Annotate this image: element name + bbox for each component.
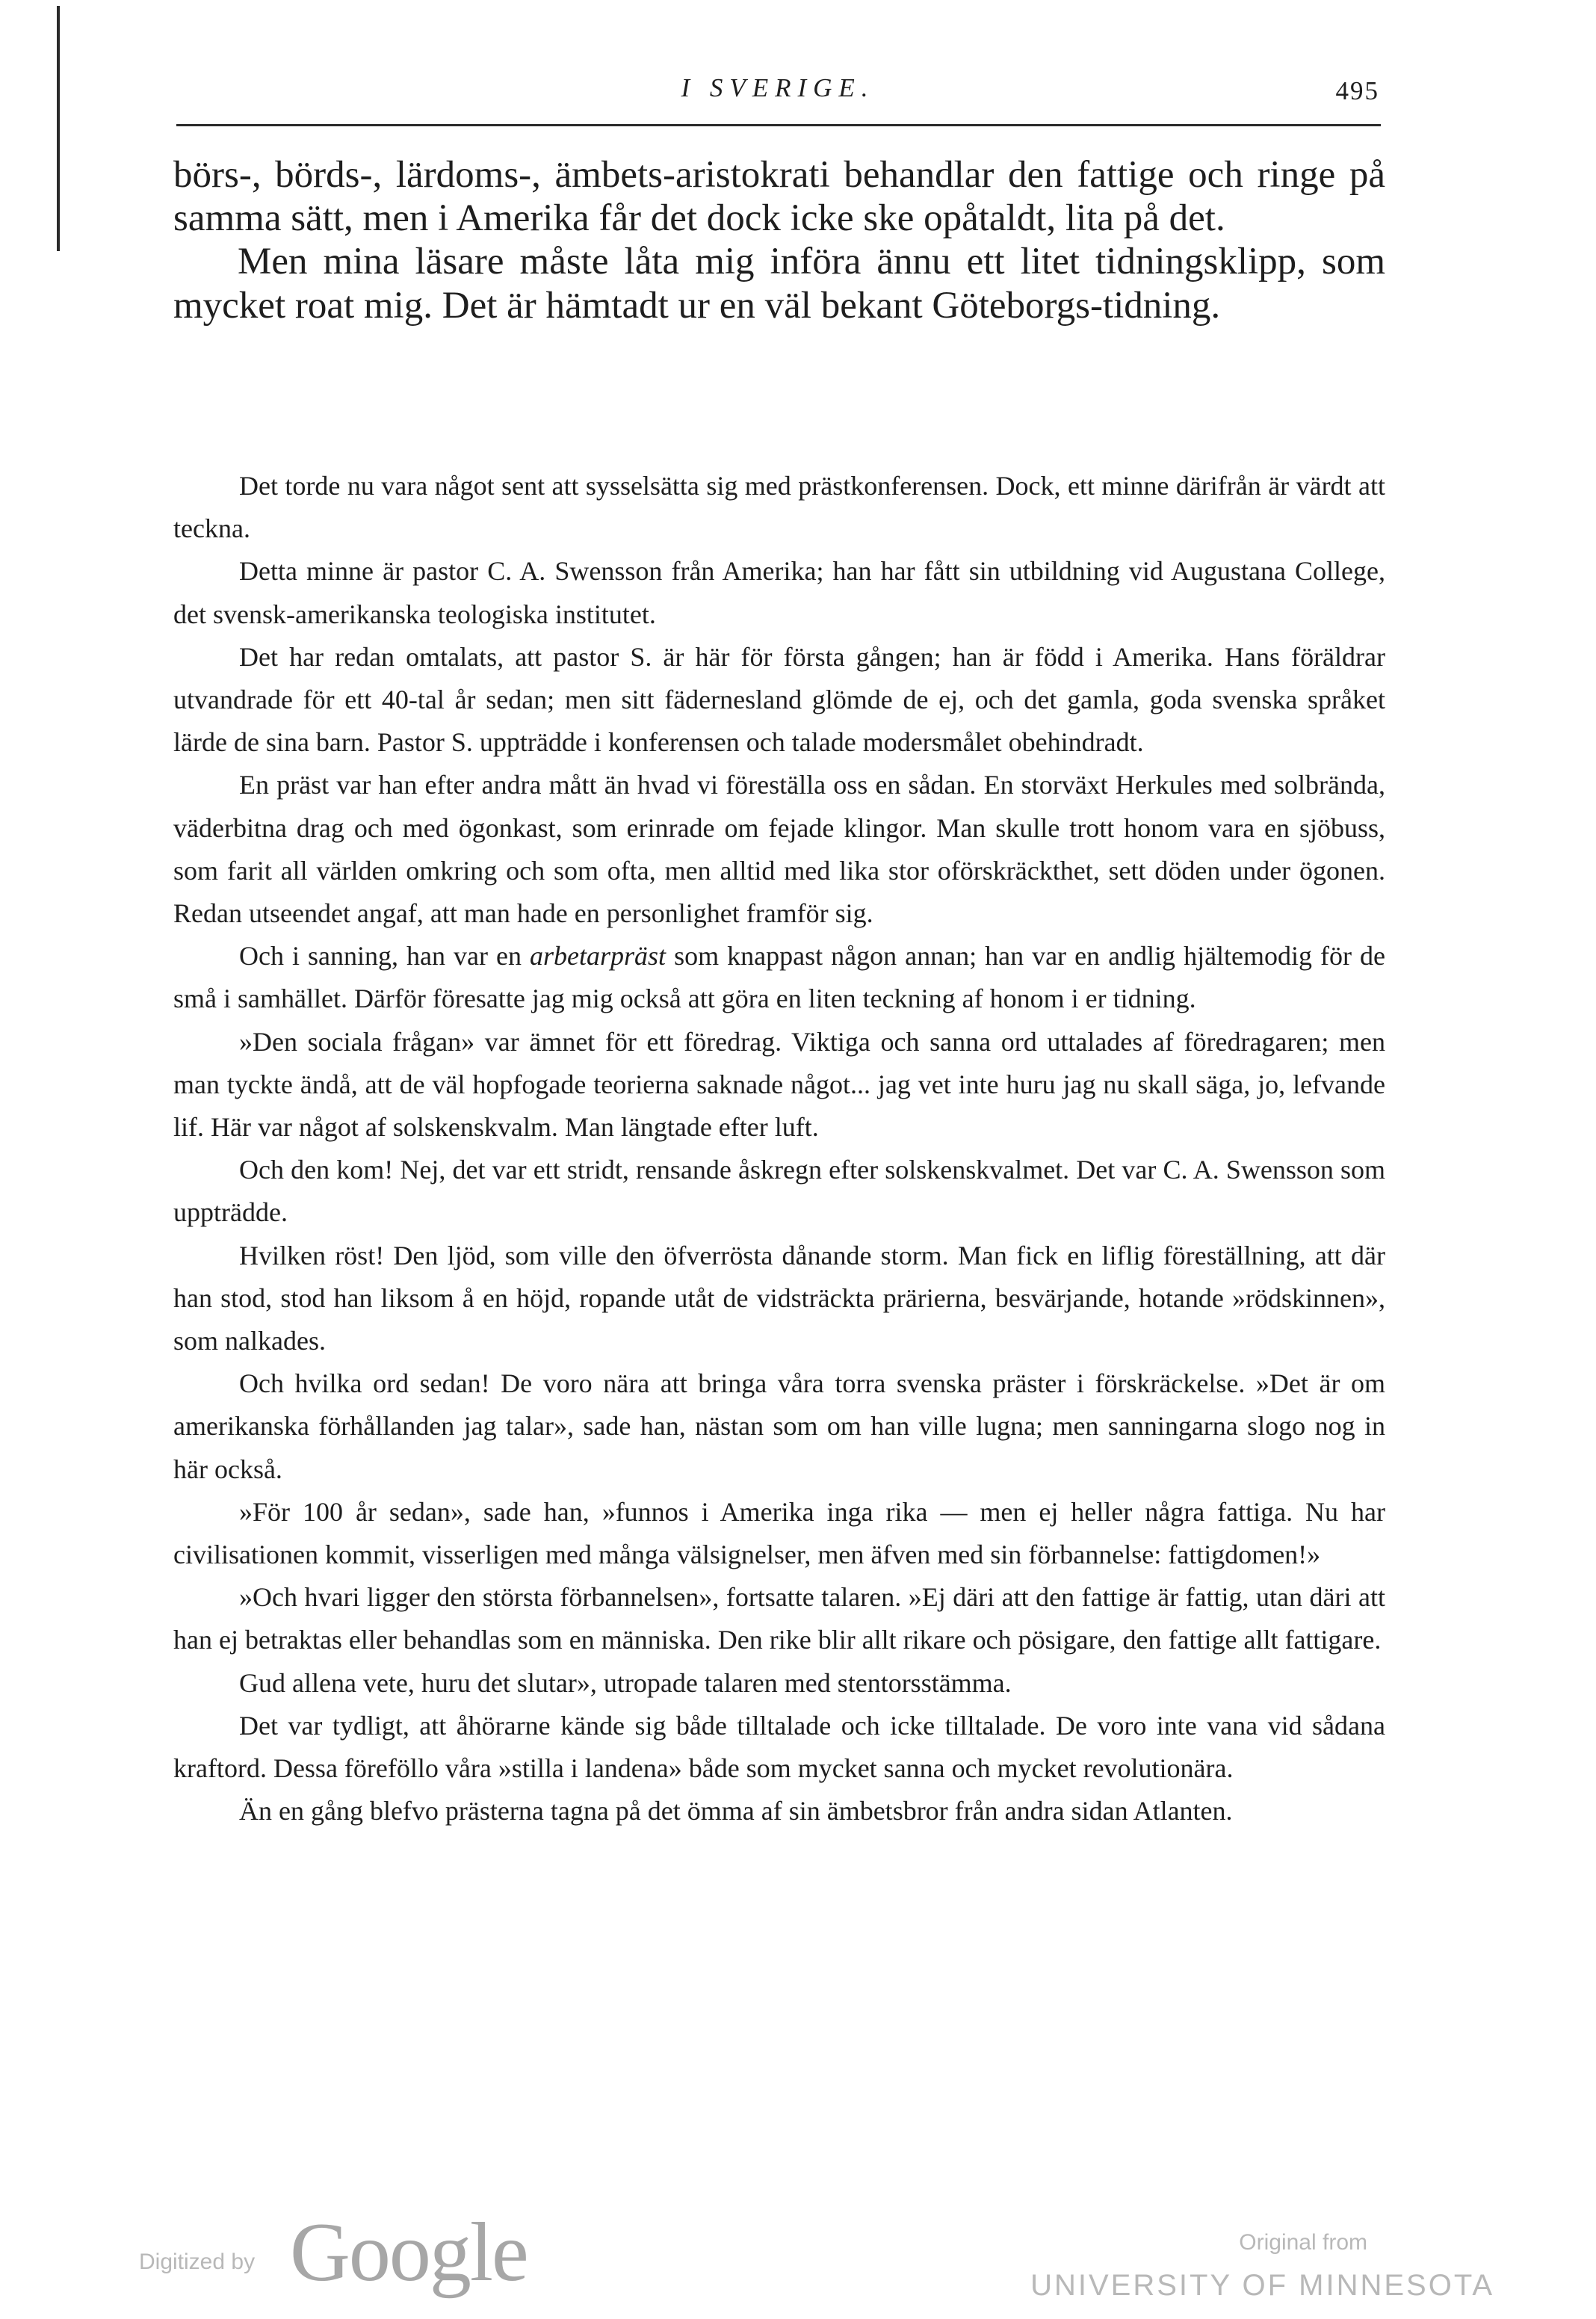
- margin-rule: [57, 6, 60, 251]
- paragraph: börs-, börds-, lärdoms-, ämbets-aristokrati behandlar den fattige och ringe på samma sätt, men i Amerika får det dock icke ske opåtaldt, lita på det.: [173, 154, 1385, 240]
- paragraph: En präst var han efter andra mått än hvad vi föreställa oss en sådan. En storväxt Herkules med solbrända, väderbitna drag och med ögonkast, som erinrade om fejade klingor. Man skulle trott honom vara en sjöbuss, som farit all världen omkring och som ofta, men alltid med lika stor oförskräckthet, sett döden under ögonen. Redan utseendet angaf, att man hade en personlighet framför sig.: [173, 770, 1385, 929]
- digitized-by-label: Digitized by: [139, 2249, 256, 2274]
- paragraph: Men mina läsare måste låta mig införa ännu ett litet tidningsklipp, som mycket roat mig. Det är hämtadt ur en väl bekant Göteborgs-tidning.: [173, 241, 1385, 327]
- page-number: 495: [1335, 76, 1379, 105]
- paragraph: [173, 935, 1385, 1020]
- paragraph-text: Och i sanning, han var en: [239, 941, 522, 972]
- paragraph: Än en gång blefvo prästerna tagna på det ömma af sin ämbetsbror från andra sidan Atlanten.: [239, 1796, 1233, 1827]
- quoted-clipping: [173, 465, 1385, 1833]
- running-title: I SVERIGE.: [681, 73, 875, 102]
- paragraph: »Den sociala frågan» var ämnet för ett föredrag. Viktiga och sanna ord uttalades af föredragaren; men man tyckte ändå, att de väl hopfogade teorierna saknade något... jag vet inte huru jag nu skall säga, jo, lefvande lif. Här var något af solskenskvalm. Man längtade efter luft.: [173, 1026, 1385, 1143]
- paragraph: »För 100 år sedan», sade han, »funnos i Amerika inga rika — men ej heller några fattiga. Nu har civilisationen kommit, visserligen med många välsignelser, men äfven med sin förbannelse: fattigdomen!»: [173, 1496, 1385, 1570]
- paragraph: Det torde nu vara något sent att sysselsätta sig med prästkonferensen. Dock, ett minne därifrån är värdt att teckna.: [173, 471, 1385, 544]
- emphasized-word: arbetarpräst: [530, 941, 666, 972]
- paragraph: Det var tydligt, att åhörarne kände sig både tilltalade och icke tilltalade. De voro inte vana vid sådana kraftord. Dessa föreföllo våra »stilla i landena» både som mycket sanna och mycket revolutionära.: [173, 1710, 1385, 1784]
- paragraph: Gud allena vete, huru det slutar», utropade talaren med stentorsstämma.: [239, 1667, 1012, 1698]
- paragraph: Hvilken röst! Den ljöd, som ville den öfverrösta dånande storm. Man fick en liflig föreställning, att där han stod, stod han liksom å en höjd, ropande utåt de vidsträckta prärierna, besvärjande, hotande »rödskinnen», som nalkades.: [173, 1240, 1385, 1356]
- running-head: [176, 66, 1379, 111]
- paragraph: Det har redan omtalats, att pastor S. är här för första gången; han är född i Amerika. Hans föräldrar utvandrade för ett 40-tal år sedan; men sitt fädernesland glömde de ej, och det gamla, goda svenska språket lärde de sina barn. Pastor S. uppträdde i konferensen och talade modersmålet obehindradt.: [173, 641, 1385, 758]
- google-logo: Google: [290, 2206, 528, 2299]
- paragraph-text: som knappast någon annan; han var en andlig hjältemodig för de små i samhället. Därför föresatte jag mig också att göra en liten teckning af honom i er tidning.: [173, 941, 1386, 1014]
- institution-label: UNIVERSITY OF MINNESOTA: [1030, 2269, 1494, 2302]
- main-text: [173, 153, 1385, 327]
- header-rule: [176, 124, 1381, 126]
- paragraph: Och den kom! Nej, det var ett stridt, rensande åskregn efter solskenskvalmet. Det var C. A. Swensson som uppträdde.: [173, 1155, 1385, 1228]
- paragraph: Och hvilka ord sedan! De voro nära att bringa våra torra svenska präster i förskräckelse. »Det är om amerikanska förhållanden jag talar», sade han, nästan som om han ville lugna; men sanningarna slogo nog in här också.: [173, 1368, 1385, 1484]
- paragraph: Detta minne är pastor C. A. Swensson från Amerika; han har fått sin utbildning vid Augustana College, det svensk-amerikanska teologiska institutet.: [173, 556, 1385, 629]
- paragraph: »Och hvari ligger den största förbannelsen», fortsatte talaren. »Ej däri att den fattige är fattig, utan däri att han ej betraktas eller behandlas som en människa. Den rike blir allt rikare och pösigare, den fattige allt fattigare.: [173, 1582, 1385, 1655]
- original-from-label: Original from: [1239, 2230, 1367, 2255]
